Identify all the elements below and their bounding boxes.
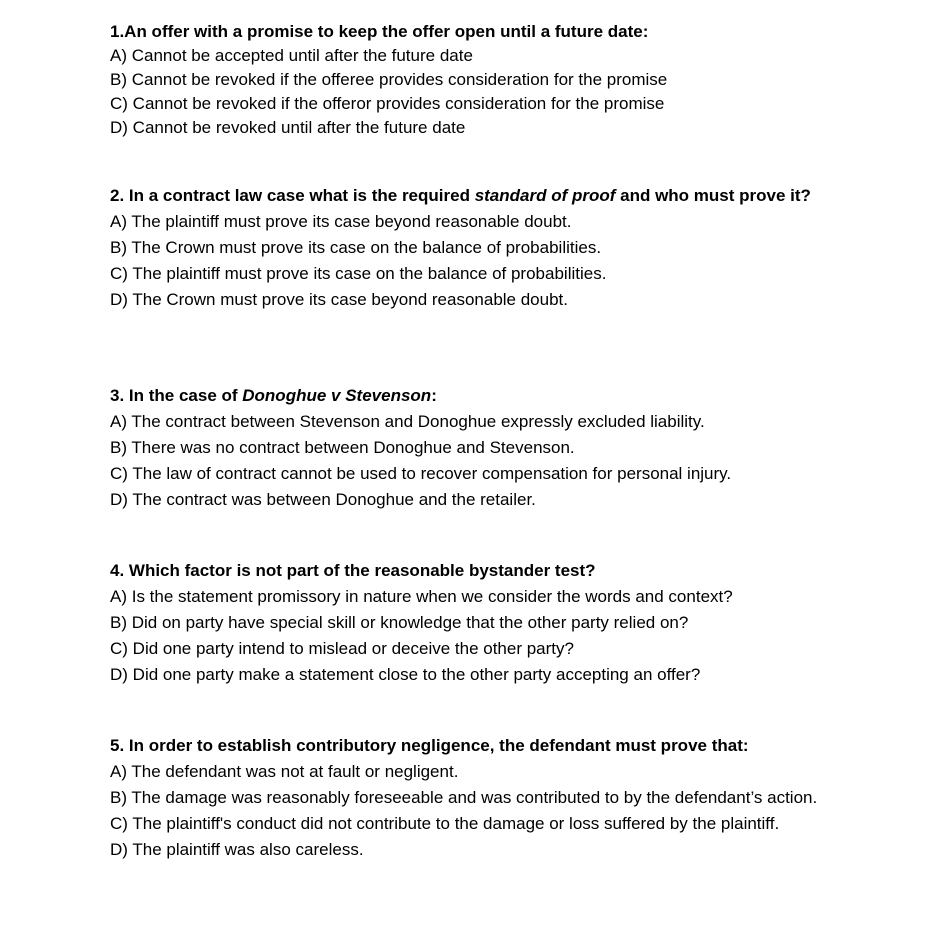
question-title: 5. In order to establish contributory negligence, the defendant must prove that: <box>110 736 749 755</box>
question-title: 1.An offer with a promise to keep the offer open until a future date: <box>110 22 649 41</box>
option-a: A) The contract between Stevenson and Donoghue expressly excluded liability. <box>110 412 705 431</box>
question-title-end: and who must prove it? <box>615 186 811 205</box>
option-c: C) Cannot be revoked if the offeror provides consideration for the promise <box>110 94 665 113</box>
option-a: A) Cannot be accepted until after the future date <box>110 46 473 65</box>
question-title-start: 2. In a contract law case what is the required <box>110 186 475 205</box>
question-3 <box>110 383 830 513</box>
option-d: D) Cannot be revoked until after the future date <box>110 118 466 137</box>
option-c: C) The law of contract cannot be used to recover compensation for personal injury. <box>110 464 732 483</box>
option-b: B) The damage was reasonably foreseeable and was contributed to by the defendant’s action. <box>110 788 818 807</box>
question-title <box>110 183 830 209</box>
option-b: B) There was no contract between Donoghue and Stevenson. <box>110 438 575 457</box>
question-title <box>110 383 830 409</box>
option-a: A) The plaintiff must prove its case beyond reasonable doubt. <box>110 212 572 231</box>
question-title-start: 3. In the case of <box>110 386 243 405</box>
option-c: C) The plaintiff must prove its case on the balance of probabilities. <box>110 264 607 283</box>
option-d: D) The plaintiff was also careless. <box>110 840 364 859</box>
question-2 <box>110 183 830 313</box>
question-title-italic: standard of proof <box>474 186 616 205</box>
option-c: C) The plaintiff's conduct did not contribute to the damage or loss suffered by the plaintiff. <box>110 814 780 833</box>
option-b: B) Did on party have special skill or knowledge that the other party relied on? <box>110 613 689 632</box>
option-d: D) Did one party make a statement close to the other party accepting an offer? <box>110 665 701 684</box>
option-a: A) The defendant was not at fault or negligent. <box>110 762 459 781</box>
option-b: B) The Crown must prove its case on the balance of probabilities. <box>110 238 602 257</box>
question-title-italic: Donoghue v Stevenson <box>242 386 432 405</box>
question-title: 4. Which factor is not part of the reasonable bystander test? <box>110 561 596 580</box>
option-a: A) Is the statement promissory in nature when we consider the words and context? <box>110 587 733 606</box>
option-c: C) Did one party intend to mislead or deceive the other party? <box>110 639 574 658</box>
question-5 <box>110 733 830 863</box>
option-d: D) The contract was between Donoghue and the retailer. <box>110 490 536 509</box>
question-title-end: : <box>431 386 437 405</box>
option-d: D) The Crown must prove its case beyond reasonable doubt. <box>110 290 568 309</box>
question-4 <box>110 558 830 688</box>
question-1 <box>110 20 830 140</box>
option-b: B) Cannot be revoked if the offeree provides consideration for the promise <box>110 70 668 89</box>
